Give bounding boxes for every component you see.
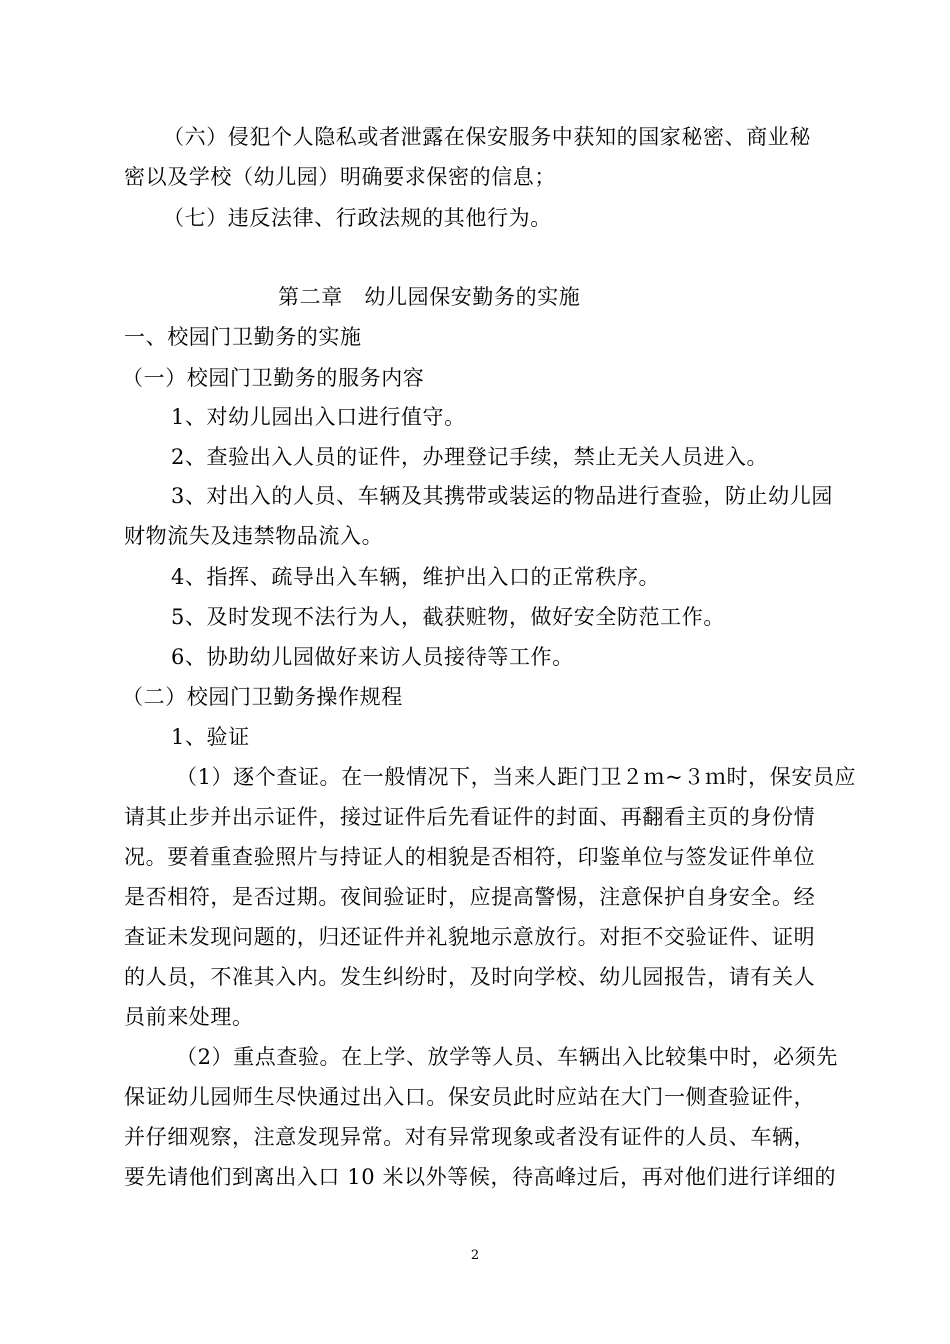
paragraph-line: 的人员，不准其入内。发生纠纷时，及时向学校、幼儿园报告，请有关人 <box>124 965 816 989</box>
subsection-heading: （二）校园门卫勤务操作规程 <box>122 685 403 709</box>
page-number: 2 <box>470 1248 480 1263</box>
list-item-continuation: 财物流失及违禁物品流入。 <box>124 524 384 548</box>
list-item: 6、协助幼儿园做好来访人员接待等工作。 <box>171 645 574 669</box>
paragraph-line: 请其止步并出示证件，接过证件后先看证件的封面、再翻看主页的身份情 <box>124 805 816 829</box>
section-heading: 一、校园门卫勤务的实施 <box>124 325 362 349</box>
paragraph-line: 密以及学校（幼儿园）明确要求保密的信息； <box>124 165 556 189</box>
paragraph-line: 员前来处理。 <box>124 1005 254 1029</box>
list-item: 2、查验出入人员的证件，办理登记手续，禁止无关人员进入。 <box>171 445 769 469</box>
paragraph-line: 保证幼儿园师生尽快通过出入口。保安员此时应站在大门一侧查验证件， <box>124 1085 816 1109</box>
list-item: 3、对出入的人员、车辆及其携带或装运的物品进行查验，防止幼儿园 <box>171 484 833 508</box>
paragraph-line: 并仔细观察，注意发现异常。对有异常现象或者没有证件的人员、车辆， <box>124 1125 816 1149</box>
paragraph-line: （1）逐个查证。在一般情况下，当来人距门卫２ｍ~３ｍ时，保安员应 <box>176 765 857 789</box>
paragraph-line: 况。要着重查验照片与持证人的相貌是否相符，印鉴单位与签发证件单位 <box>124 845 816 869</box>
chapter-title: 第二章 幼儿园保安勤务的实施 <box>278 285 581 309</box>
paragraph-line: （七）违反法律、行政法规的其他行为。 <box>163 206 552 230</box>
paragraph-line: 要先请他们到离出入口 10 米以外等候，待高峰过后，再对他们进行详细的 <box>124 1165 837 1189</box>
subsection-heading: （一）校园门卫勤务的服务内容 <box>122 366 425 390</box>
paragraph-line: （六）侵犯个人隐私或者泄露在保安服务中获知的国家秘密、商业秘 <box>163 125 811 149</box>
list-item: 1、对幼儿园出入口进行值守。 <box>171 405 466 429</box>
paragraph-line: 是否相符，是否过期。夜间验证时，应提高警惕，注意保护自身安全。经 <box>124 885 816 909</box>
item-heading: 1、验证 <box>171 725 250 749</box>
paragraph-line: （2）重点查验。在上学、放学等人员、车辆出入比较集中时，必须先 <box>176 1045 838 1069</box>
list-item: 4、指挥、疏导出入车辆，维护出入口的正常秩序。 <box>171 565 661 589</box>
list-item: 5、及时发现不法行为人，截获赃物，做好安全防范工作。 <box>171 605 725 629</box>
paragraph-line: 查证未发现问题的，归还证件并礼貌地示意放行。对拒不交验证件、证明 <box>124 925 816 949</box>
